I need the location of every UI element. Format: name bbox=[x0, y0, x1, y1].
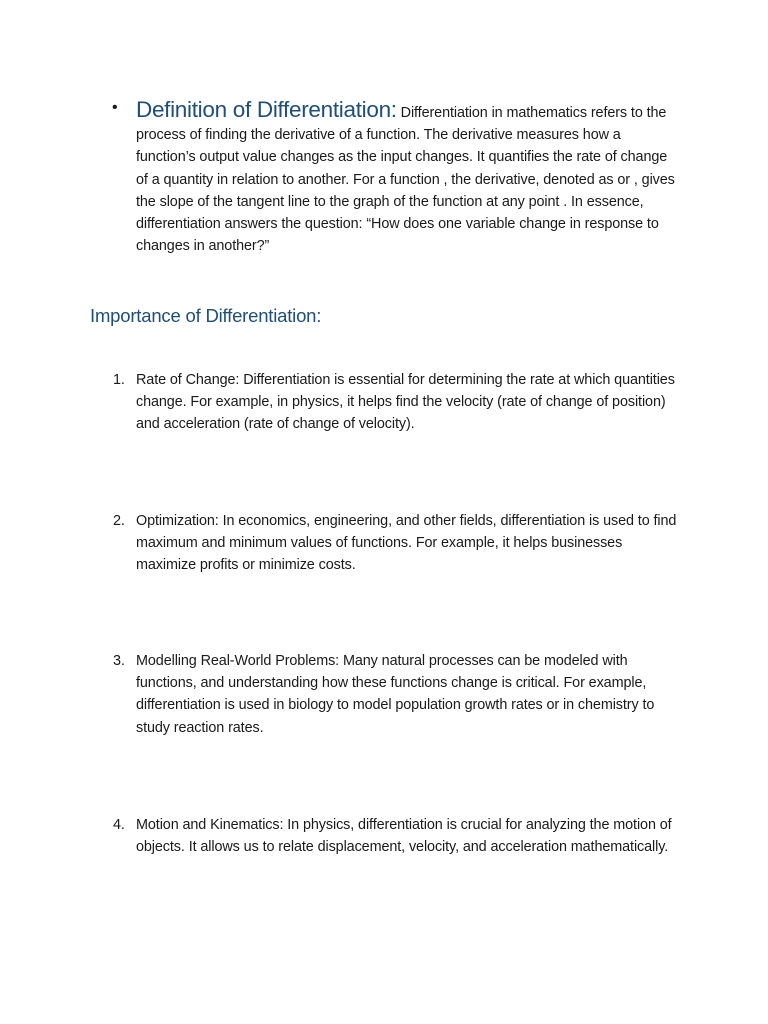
list-number: 1. bbox=[113, 372, 125, 388]
importance-heading: Importance of Differentiation: bbox=[90, 305, 322, 326]
list-number: 2. bbox=[113, 513, 125, 529]
list-item-rate-of-change bbox=[113, 369, 682, 436]
definition-body: Differentiation in mathematics refers to the process of finding the derivative of a function. The derivative measures how a function’s output value changes as the input changes. It quantifies the rate of change of a quantity in relation to another. For a function , the derivative, denoted as or , gives the slope of the tangent line to the graph of the function at any point . In essence, differentiation answers the question: “How does one variable change in response to changes in another?” bbox=[136, 105, 675, 255]
list-item-modelling bbox=[113, 650, 682, 739]
list-number: 3. bbox=[113, 653, 125, 669]
list-item-text: Rate of Change: Differentiation is essential for determining the rate at which quantities change. For example, in physics, it helps find the velocity (rate of change of position) and acceleration (rate of change of velocity). bbox=[136, 372, 675, 433]
definition-heading: Definition of Differentiation: bbox=[136, 97, 397, 122]
list-item-text: Optimization: In economics, engineering, and other fields, differentiation is used to find maximum and minimum values of functions. For example, it helps businesses maximize profits or minimize costs. bbox=[136, 513, 677, 574]
definition-list-item bbox=[112, 96, 682, 257]
list-item-text: Motion and Kinematics: In physics, differentiation is crucial for analyzing the motion of objects. It allows us to relate displacement, velocity, and acceleration mathematically. bbox=[136, 817, 672, 856]
list-number: 4. bbox=[113, 817, 125, 833]
list-item-optimization bbox=[113, 510, 682, 577]
list-item-motion-kinematics bbox=[113, 814, 682, 858]
list-item-text: Modelling Real-World Problems: Many natural processes can be modeled with functions, and understanding how these functions change is critical. For example, differentiation is used in biology to model population growth rates or in chemistry to study reaction rates. bbox=[136, 653, 655, 736]
bullet-marker: • bbox=[112, 99, 118, 116]
